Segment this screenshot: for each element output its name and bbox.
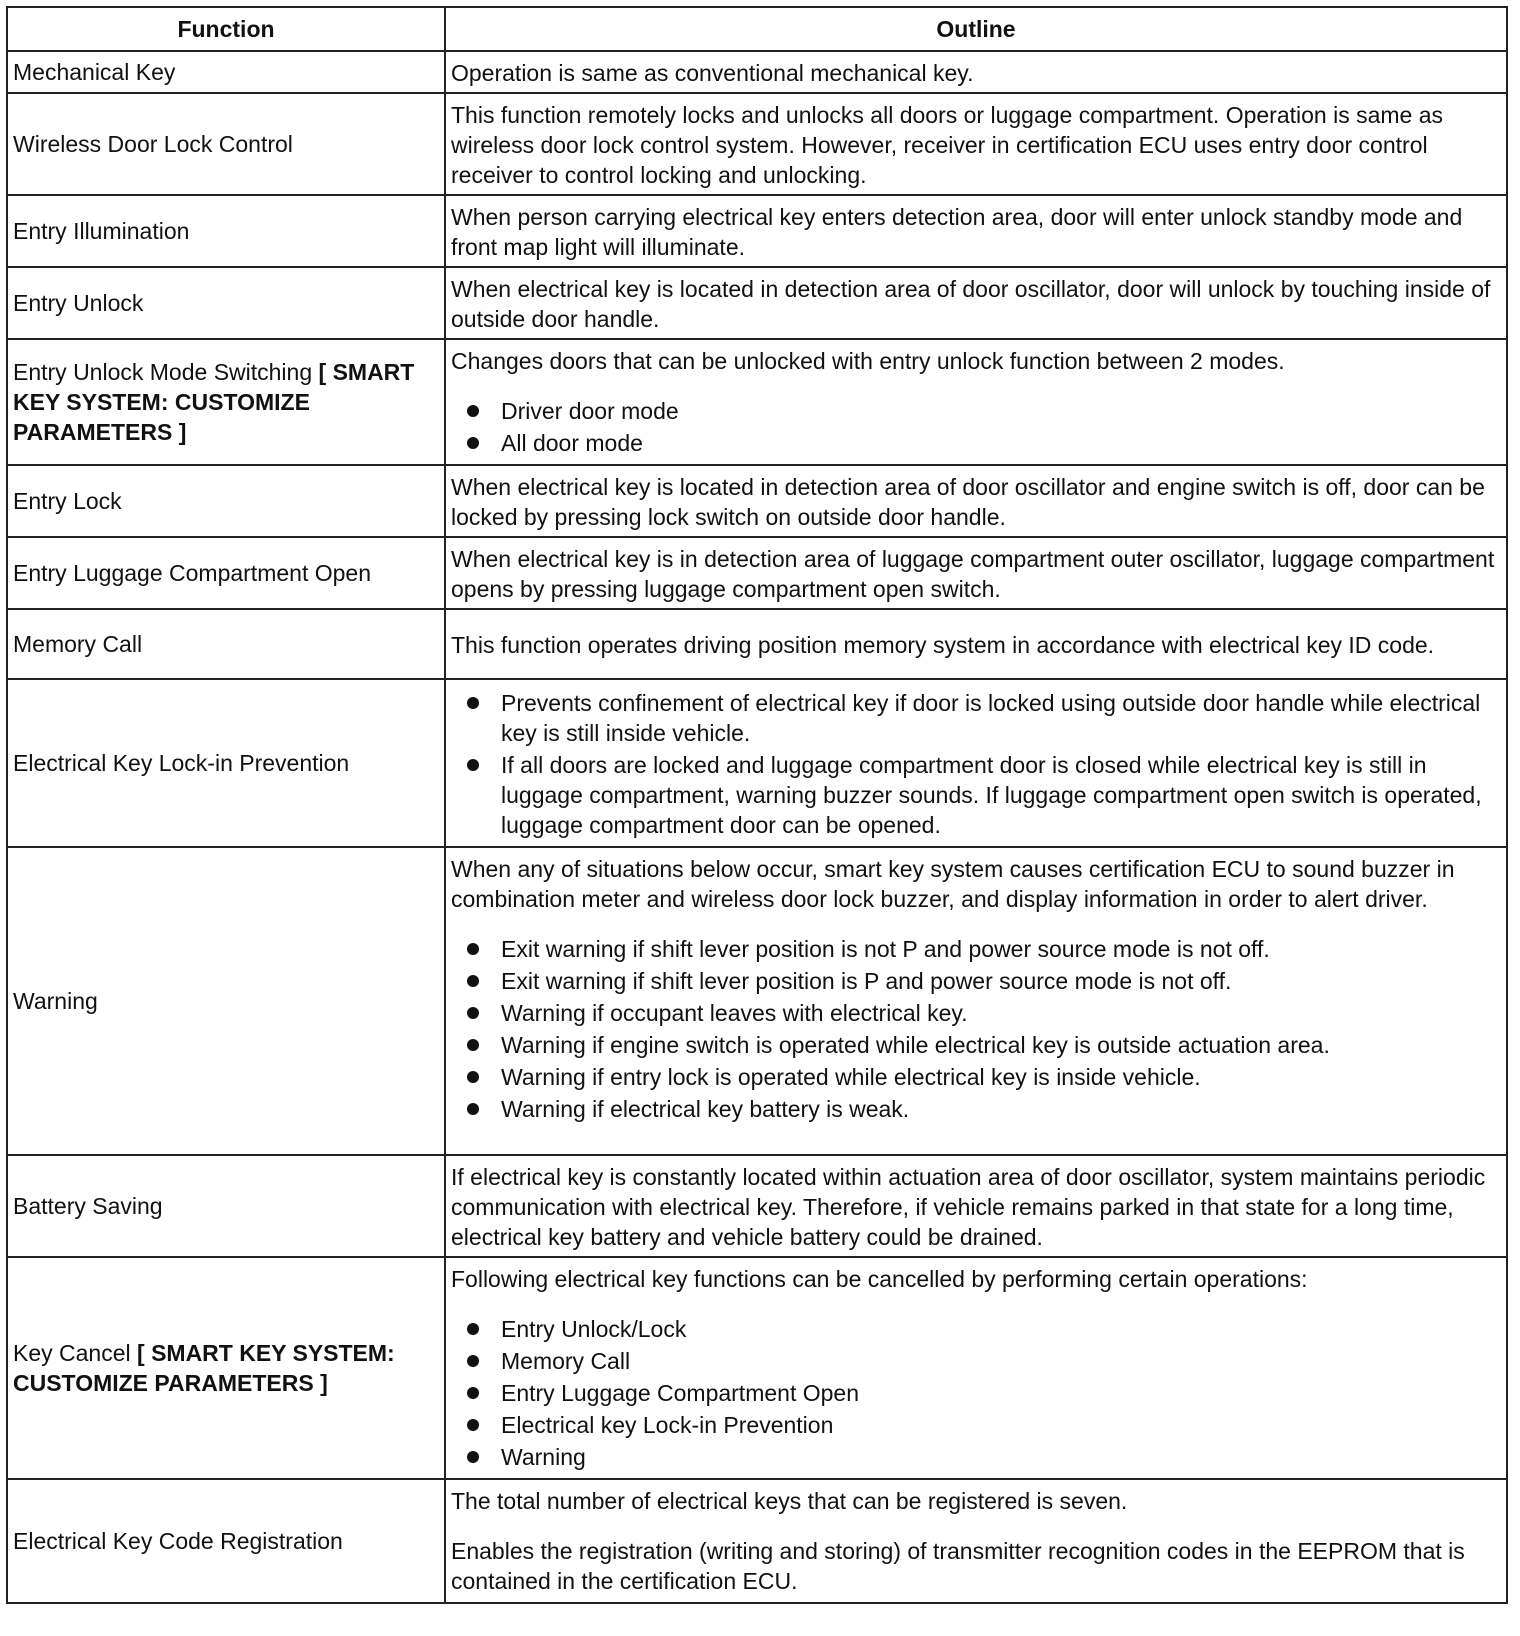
- function-cell: [7, 1479, 445, 1603]
- customize-parameters-link[interactable]: [ SMART KEY SYSTEM: CUSTOMIZE PARAMETERS ]: [13, 359, 415, 445]
- table-row: [7, 1257, 1507, 1479]
- bullet-icon: [467, 1039, 479, 1051]
- function-name: Warning: [13, 988, 98, 1014]
- outline-paragraph: When electrical key is in detection area of luggage compartment outer oscillator, luggage compartment opens by pressing luggage compartment open switch.: [451, 546, 1495, 602]
- function-name: Memory Call: [13, 631, 143, 657]
- function-cell: [7, 1257, 445, 1479]
- list-item-text: Exit warning if shift lever position is not P and power source mode is not off.: [501, 936, 1270, 962]
- function-cell: [7, 267, 445, 339]
- outline-cell: [445, 267, 1507, 339]
- outline-paragraph: Changes doors that can be unlocked with entry unlock function between 2 modes.: [451, 348, 1285, 374]
- function-name: Mechanical Key: [13, 59, 176, 85]
- outline-cell: [445, 51, 1507, 93]
- list-item-text: Electrical key Lock-in Prevention: [501, 1412, 834, 1438]
- function-name: Wireless Door Lock Control: [13, 131, 293, 157]
- function-name: Entry Lock: [13, 488, 122, 514]
- bullet-icon: [467, 1387, 479, 1399]
- function-cell: [7, 609, 445, 679]
- outline-paragraph: When any of situations below occur, smart key system causes certification ECU to sound buzzer in combination meter and wireless door lock buzzer, and display information in order to alert driver.: [451, 856, 1455, 912]
- list-item: [501, 750, 1501, 840]
- function-cell: [7, 465, 445, 537]
- bullet-icon: [467, 697, 479, 709]
- list-item: [501, 1062, 1501, 1092]
- outline-paragraph: This function remotely locks and unlocks all doors or luggage compartment. Operation is same as wireless door lock control system. However, receiver in certification ECU uses entry door control receiver to control locking and unlocking.: [451, 102, 1444, 188]
- list-item: [501, 1410, 1501, 1440]
- table-row: [7, 339, 1507, 465]
- list-item: [501, 998, 1501, 1028]
- function-cell: [7, 195, 445, 267]
- table-row: [7, 609, 1507, 679]
- outline-bullet-list: [451, 396, 1501, 458]
- function-cell: [7, 51, 445, 93]
- outline-cell: [445, 1155, 1507, 1257]
- list-item: [501, 688, 1501, 748]
- bullet-icon: [467, 1355, 479, 1367]
- bullet-icon: [467, 1071, 479, 1083]
- outline-cell: [445, 1479, 1507, 1603]
- list-item-text: Warning: [501, 1444, 586, 1470]
- bullet-icon: [467, 943, 479, 955]
- function-cell: [7, 847, 445, 1155]
- outline-paragraph: Operation is same as conventional mechanical key.: [451, 60, 974, 86]
- function-name: Electrical Key Code Registration: [13, 1528, 343, 1554]
- list-item-text: Memory Call: [501, 1348, 631, 1374]
- table-row: [7, 537, 1507, 609]
- list-item-text: Driver door mode: [501, 398, 679, 424]
- list-item-text: Warning if electrical key battery is weak.: [501, 1096, 910, 1122]
- table-row: [7, 847, 1507, 1155]
- list-item-text: If all doors are locked and luggage compartment door is closed while electrical key is still in luggage compartment, warning buzzer sounds. If luggage compartment open switch is operated, luggage compartment door can be opened.: [501, 752, 1482, 838]
- outline-cell: [445, 195, 1507, 267]
- list-item: [501, 1094, 1501, 1124]
- outline-cell: [445, 1257, 1507, 1479]
- list-item: [501, 1442, 1501, 1472]
- outline-cell: [445, 93, 1507, 195]
- table-row: [7, 1479, 1507, 1603]
- bullet-icon: [467, 1451, 479, 1463]
- bullet-icon: [467, 1419, 479, 1431]
- outline-cell: [445, 537, 1507, 609]
- outline-cell: [445, 339, 1507, 465]
- list-item: [501, 1378, 1501, 1408]
- function-cell: [7, 339, 445, 465]
- table-row: [7, 679, 1507, 847]
- list-item: [501, 1314, 1501, 1344]
- table-row: [7, 267, 1507, 339]
- outline-paragraph: When electrical key is located in detection area of door oscillator and engine switch is off, door can be locked by pressing lock switch on outside door handle.: [451, 474, 1485, 530]
- outline-paragraph: When electrical key is located in detection area of door oscillator, door will unlock by touching inside of outside door handle.: [451, 276, 1491, 332]
- bullet-icon: [467, 405, 479, 417]
- outline-cell: [445, 609, 1507, 679]
- outline-paragraph: Enables the registration (writing and storing) of transmitter recognition codes in the EEPROM that is contained in the certification ECU.: [451, 1538, 1465, 1594]
- table-row: [7, 93, 1507, 195]
- list-item: [501, 1030, 1501, 1060]
- list-item-text: Prevents confinement of electrical key if door is locked using outside door handle while electrical key is still inside vehicle.: [501, 690, 1481, 746]
- function-column-header: Function: [7, 7, 445, 51]
- table-row: [7, 51, 1507, 93]
- function-cell: [7, 537, 445, 609]
- outline-bullet-list: [451, 1314, 1501, 1472]
- outline-bullet-list: [451, 688, 1501, 840]
- list-item-text: Entry Luggage Compartment Open: [501, 1380, 859, 1406]
- list-item-text: Warning if entry lock is operated while electrical key is inside vehicle.: [501, 1064, 1201, 1090]
- outline-cell: [445, 847, 1507, 1155]
- bullet-icon: [467, 1103, 479, 1115]
- outline-cell: [445, 679, 1507, 847]
- function-name: Entry Unlock Mode Switching: [13, 359, 313, 385]
- list-item-text: Exit warning if shift lever position is P and power source mode is not off.: [501, 968, 1232, 994]
- list-item: [501, 428, 1501, 458]
- table-header-row: [7, 7, 1507, 51]
- outline-paragraph: Following electrical key functions can be cancelled by performing certain operations:: [451, 1266, 1308, 1292]
- outline-paragraph: This function operates driving position memory system in accordance with electrical key ID code.: [451, 632, 1435, 658]
- function-cell: [7, 679, 445, 847]
- list-item: [501, 1346, 1501, 1376]
- table-row: [7, 465, 1507, 537]
- function-name: Entry Illumination: [13, 218, 190, 244]
- table-row: [7, 195, 1507, 267]
- list-item: [501, 966, 1501, 996]
- bullet-icon: [467, 1007, 479, 1019]
- outline-column-header: Outline: [445, 7, 1507, 51]
- function-name: Entry Unlock: [13, 290, 144, 316]
- function-name: Entry Luggage Compartment Open: [13, 560, 371, 586]
- list-item: [501, 934, 1501, 964]
- outline-cell: [445, 465, 1507, 537]
- function-name: Battery Saving: [13, 1193, 163, 1219]
- bullet-icon: [467, 1323, 479, 1335]
- bullet-icon: [467, 759, 479, 771]
- function-name: Key Cancel: [13, 1340, 131, 1366]
- list-item-text: Warning if engine switch is operated while electrical key is outside actuation area.: [501, 1032, 1330, 1058]
- list-item: [501, 396, 1501, 426]
- function-cell: [7, 93, 445, 195]
- outline-paragraph: When person carrying electrical key enters detection area, door will enter unlock standby mode and front map light will illuminate.: [451, 204, 1463, 260]
- function-name: Electrical Key Lock-in Prevention: [13, 750, 350, 776]
- customize-parameters-link[interactable]: [ SMART KEY SYSTEM: CUSTOMIZE PARAMETERS ]: [13, 1340, 395, 1396]
- table-row: [7, 1155, 1507, 1257]
- bullet-icon: [467, 975, 479, 987]
- outline-bullet-list: [451, 934, 1501, 1124]
- function-outline-table: [6, 6, 1508, 1604]
- list-item-text: All door mode: [501, 430, 643, 456]
- function-cell: [7, 1155, 445, 1257]
- outline-paragraph: The total number of electrical keys that can be registered is seven.: [451, 1488, 1128, 1514]
- outline-paragraph: If electrical key is constantly located within actuation area of door oscillator, system maintains periodic communication with electrical key. Therefore, if vehicle remains parked in that state for a long time, electrical key battery and vehicle battery could be drained.: [451, 1164, 1486, 1250]
- list-item-text: Warning if occupant leaves with electrical key.: [501, 1000, 968, 1026]
- bullet-icon: [467, 437, 479, 449]
- list-item-text: Entry Unlock/Lock: [501, 1316, 687, 1342]
